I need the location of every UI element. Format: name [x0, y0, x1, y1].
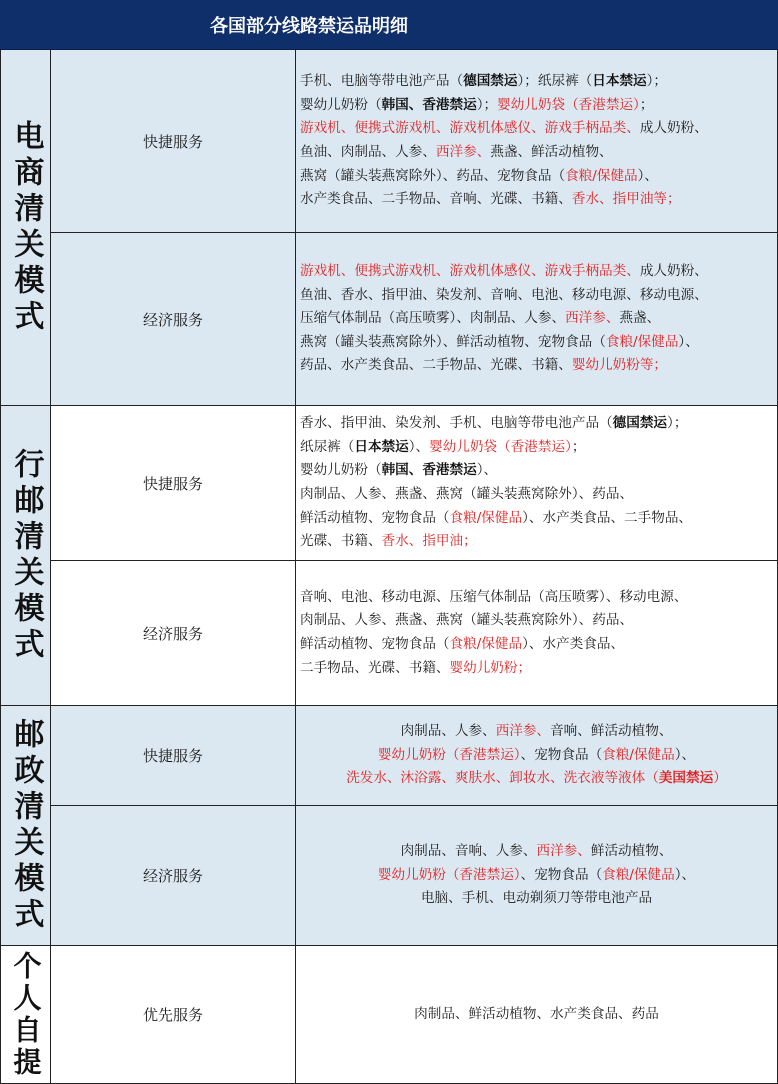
item-text: 食粮/保健品: [565, 167, 638, 184]
item-text: 水产类食品、二手物品、音响、光碟、书籍、: [300, 191, 572, 208]
item-text: ）: [713, 770, 727, 787]
items-cell: [296, 406, 778, 561]
items-cell: [296, 50, 778, 233]
item-line: [300, 436, 777, 460]
service-cell: [51, 706, 296, 806]
service-label: 经济服务: [142, 624, 203, 643]
item-text: 音响、电池、移动电源、压缩气体制品（高压喷雾）、移动电源、: [300, 588, 688, 605]
item-text: 香水、指甲油；: [381, 533, 477, 550]
item-line: [378, 864, 695, 888]
item-text: 婴幼儿奶袋（香港禁运）: [497, 96, 640, 113]
mode-cell-personal-post: [0, 406, 51, 706]
item-text: 德国禁运: [612, 415, 668, 432]
item-text: ）、水产类食品、二手物品、: [522, 509, 693, 526]
item-text: 游戏机、便携式游戏机、游戏机体感仪、游戏手柄品类、: [300, 263, 640, 280]
service-cell: [51, 406, 296, 561]
item-text: ）；纸尿裤（: [517, 73, 593, 90]
item-text: 鲜活动植物、宠物食品（: [300, 636, 450, 652]
item-text: 韩国、香港禁运: [381, 462, 477, 479]
service-cell: [51, 50, 296, 233]
item-text: ）、水产类食品、: [522, 636, 625, 652]
service-cell: [51, 561, 296, 706]
item-line: [300, 609, 777, 633]
item-text: 肉制品、人参、: [400, 723, 496, 740]
item-text: 纸尿裤（: [300, 438, 355, 455]
item-text: ）；: [476, 96, 498, 113]
item-text: 婴幼儿奶粉（香港禁运）: [377, 866, 521, 883]
item-text: 手机、电脑等带电池产品（: [300, 73, 464, 90]
item-line: [300, 284, 777, 308]
item-text: ；: [571, 438, 586, 455]
item-text: 韩国、香港禁运: [381, 96, 477, 113]
item-text: 肉制品、鲜活动植物、水产类食品、药品: [414, 1005, 659, 1022]
item-text: ）、: [408, 438, 430, 455]
mode-label: 邮政清关模式: [8, 717, 44, 934]
item-text: 成人奶粉、: [639, 263, 708, 280]
item-line: [300, 165, 777, 189]
items-cell: [296, 233, 778, 406]
item-line: [300, 70, 777, 94]
item-text: 音响、鲜活动植物、: [550, 723, 673, 740]
item-text: ）、: [476, 462, 498, 479]
item-line: [300, 530, 777, 554]
service-label: 快捷服务: [142, 474, 203, 493]
item-text: 燕窝（罐头装燕窝除外）、鲜活动植物、宠物食品（: [300, 333, 606, 350]
item-text: ）、: [674, 746, 696, 763]
item-text: 西洋参、: [495, 723, 551, 740]
item-line: [378, 744, 695, 768]
page-title: 各国部分线路禁运品明细: [210, 15, 408, 37]
service-cell: [51, 946, 296, 1084]
items-cell: [296, 706, 778, 806]
item-text: 婴幼儿奶粉（: [300, 462, 382, 479]
item-line: [300, 483, 777, 507]
item-line: [346, 767, 727, 791]
item-line: [300, 188, 777, 212]
item-text: 鲜活动植物、: [590, 843, 673, 860]
item-text: 光碟、书籍、: [300, 533, 382, 550]
item-text: 压缩气体制品（高压喷雾）、肉制品、人参、: [300, 310, 566, 327]
item-text: 肉制品、音响、人参、: [400, 843, 537, 860]
item-line: [300, 354, 777, 378]
item-text: 电脑、手机、电动剃须刀等带电池产品: [420, 890, 653, 907]
item-line: [300, 633, 777, 657]
mode-label: 个人自提: [9, 950, 43, 1079]
item-line: [421, 887, 652, 911]
item-text: 食粮/保健品: [449, 509, 523, 526]
item-text: ）、: [674, 866, 696, 883]
service-label: 经济服务: [142, 310, 203, 329]
mode-label: 电商清关模式: [8, 119, 44, 336]
item-text: 婴幼儿奶粉；: [449, 659, 532, 676]
item-text: ）；: [667, 415, 688, 432]
item-line: [300, 507, 777, 531]
item-line: [300, 94, 777, 118]
item-text: ；: [639, 96, 654, 113]
item-text: 成人奶粉、: [639, 120, 708, 137]
item-line: [300, 141, 777, 165]
item-text: 日本禁运: [354, 438, 409, 455]
item-text: 香水、指甲油、染发剂、手机、电脑等带电池产品（: [300, 415, 613, 432]
item-text: ）、: [637, 167, 659, 184]
item-text: 美国禁运: [658, 770, 714, 787]
items-cell: [296, 946, 778, 1084]
item-line: [300, 412, 777, 436]
service-label: 快捷服务: [142, 747, 203, 765]
item-text: 食粮/保健品: [602, 866, 675, 883]
item-text: 日本禁运: [592, 73, 647, 90]
item-line: [300, 657, 777, 681]
mode-cell-self-pickup: [0, 946, 51, 1084]
items-cell: [296, 561, 778, 706]
service-cell: [51, 233, 296, 406]
item-text: 药品、水产类食品、二手物品、光碟、书籍、: [300, 357, 572, 374]
item-text: 燕盏、鲜活动植物、: [490, 144, 613, 160]
item-text: 燕窝（罐头装燕窝除外）、药品、宠物食品（: [300, 167, 566, 184]
item-line: [300, 117, 777, 141]
item-text: 食粮/保健品: [602, 746, 675, 763]
item-text: 鱼油、肉制品、人参、: [300, 144, 436, 160]
item-line: [414, 1003, 659, 1027]
item-text: 婴幼儿奶粉（香港禁运）: [377, 746, 521, 763]
item-line: [300, 307, 777, 331]
item-text: 洗发水、沐浴露、爽肤水、卸妆水、洗衣液等液体（: [346, 770, 659, 787]
service-label: 经济服务: [142, 867, 203, 885]
item-text: 游戏机、便携式游戏机、游戏机体感仪、游戏手柄品类、: [300, 120, 640, 137]
items-cell: [296, 806, 778, 946]
item-text: 婴幼儿奶袋（香港禁运）: [429, 438, 572, 455]
item-text: ）、: [678, 333, 699, 350]
item-text: 、宠物食品（: [520, 746, 603, 763]
mode-cell-postal: [0, 706, 51, 946]
item-text: 香水、指甲油等；: [571, 191, 681, 208]
table-header: [0, 0, 778, 50]
item-text: 二手物品、光碟、书籍、: [300, 659, 450, 676]
service-label: 优先服务: [142, 1006, 203, 1024]
item-text: 婴幼儿奶粉等；: [571, 357, 668, 374]
item-text: 婴幼儿奶粉（: [300, 96, 382, 113]
item-line: [300, 586, 777, 610]
item-text: 燕盏、: [619, 310, 661, 327]
item-text: 、宠物食品（: [520, 866, 603, 883]
item-text: 西洋参、: [565, 310, 620, 327]
item-text: 食粮/保健品: [605, 333, 679, 350]
mode-label: 行邮清关模式: [8, 447, 44, 664]
item-text: ）；: [646, 73, 668, 90]
item-text: 西洋参、: [435, 144, 491, 160]
mode-cell-ecommerce: [0, 50, 51, 406]
item-line: [401, 840, 673, 864]
item-text: 肉制品、人参、燕盏、燕窝（罐头装燕窝除外）、药品、: [300, 486, 634, 502]
item-text: 西洋参、: [536, 843, 591, 860]
item-text: 食粮/保健品: [449, 636, 523, 652]
item-line: [401, 720, 673, 744]
item-text: 德国禁运: [463, 73, 518, 90]
item-text: 鱼油、香水、指甲油、染发剂、音响、电池、移动电源、移动电源、: [300, 286, 708, 303]
item-line: [300, 331, 777, 355]
service-cell: [51, 806, 296, 946]
item-text: 鲜活动植物、宠物食品（: [300, 509, 450, 526]
item-text: 肉制品、人参、燕盏、燕窝（罐头装燕窝除外）、药品、: [300, 612, 634, 629]
service-label: 快捷服务: [142, 132, 203, 151]
item-line: [300, 260, 777, 284]
item-line: [300, 459, 777, 483]
